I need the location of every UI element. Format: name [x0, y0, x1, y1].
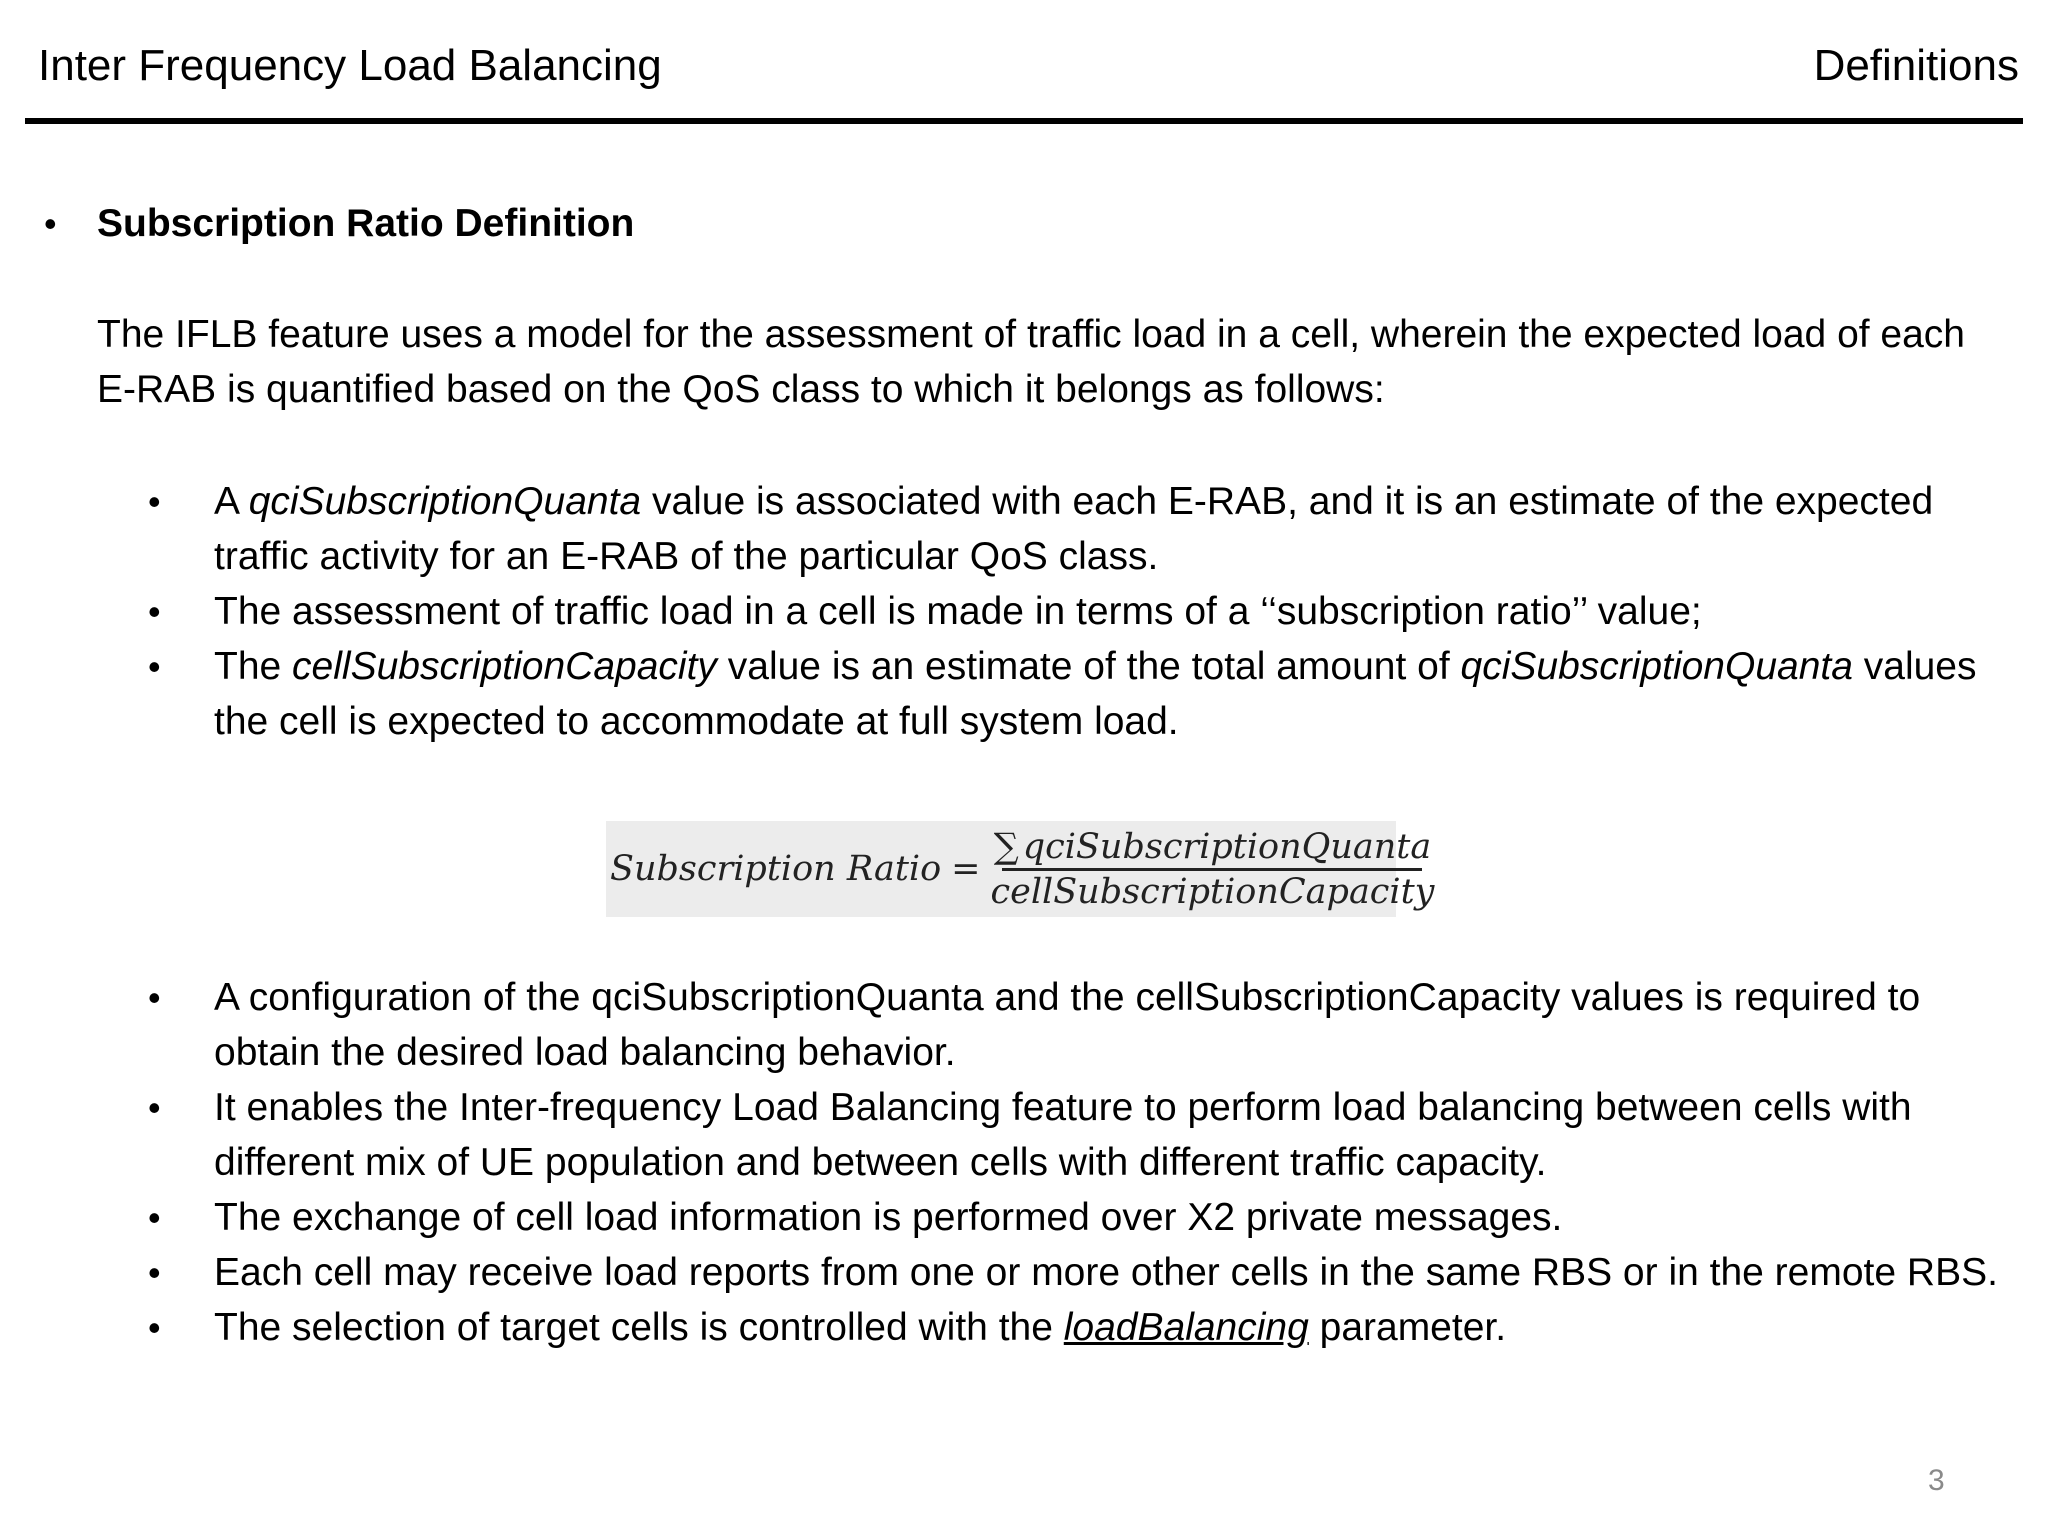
list-item-text: A	[214, 480, 249, 523]
bullet: •	[148, 591, 161, 632]
list-item-text: A configuration of the qciSubscriptionQuanta and the cellSubscriptionCapacity values is required to obtain the desired load balancing behavior.	[214, 976, 1921, 1074]
bullet: •	[148, 1087, 161, 1128]
list-item	[140, 1300, 2020, 1355]
list-item-text: values the cell is expected to accommodate at full system load.	[214, 645, 1977, 743]
section-heading: Subscription Ratio Definition	[97, 202, 635, 245]
section-label: Definitions	[1813, 41, 2019, 90]
bullet: •	[148, 1307, 161, 1348]
header-divider	[25, 118, 2023, 124]
formula-fraction	[991, 826, 1435, 913]
bullet: •	[148, 1197, 161, 1238]
list-item	[140, 970, 2020, 1080]
list-item-text: parameter.	[1308, 1306, 1507, 1349]
list-item-text: value is associated with each E-RAB, and it is an estimate of the expected traffic activity for an E-RAB of the particular QoS class.	[214, 480, 1934, 578]
formula-denominator: cellSubscriptionCapacity	[990, 871, 1435, 912]
list-item	[140, 1190, 2020, 1245]
definition-list	[140, 474, 2020, 749]
bullet: •	[148, 1252, 161, 1293]
list-item	[140, 474, 2020, 584]
slide-title: Inter Frequency Load Balancing	[38, 41, 662, 90]
list-item-text: The selection of target cells is controlled with the	[214, 1306, 1064, 1349]
list-item	[140, 1245, 2020, 1300]
bullet: •	[148, 977, 161, 1018]
formula-equals: =	[951, 849, 981, 889]
load-balancing-parameter-link[interactable]: loadBalancing	[1063, 1306, 1309, 1349]
term-qci-subscription-quanta: qciSubscriptionQuanta	[248, 480, 642, 523]
formula-numerator	[994, 826, 1431, 868]
list-item-text: The exchange of cell load information is performed over X2 private messages.	[214, 1196, 1563, 1239]
heading-bullet: •	[44, 203, 57, 244]
list-item	[140, 1080, 2020, 1190]
list-item-text: Each cell may receive load reports from one or more other cells in the same RBS or in the remote RBS.	[214, 1251, 1998, 1294]
details-list	[140, 970, 2020, 1355]
list-item	[140, 639, 2020, 749]
list-item-text: The assessment of traffic load in a cell is made in terms of a ‘‘subscription ratio’’ value;	[214, 590, 1702, 633]
sum-symbol: ∑	[993, 826, 1019, 867]
term-cell-subscription-capacity: cellSubscriptionCapacity	[292, 645, 717, 688]
subscription-ratio-formula	[606, 821, 1435, 917]
formula-lhs: Subscription Ratio	[610, 849, 942, 889]
formula-numerator-text: qciSubscriptionQuanta	[1022, 826, 1432, 867]
intro-paragraph: The IFLB feature uses a model for the assessment of traffic load in a cell, wherein the expected load of each E-RAB is quantified based on the QoS class to which it belongs as follows:	[97, 313, 1966, 411]
term-qci-subscription-quanta: qciSubscriptionQuanta	[1460, 645, 1853, 688]
bullet: •	[148, 481, 161, 522]
page-number: 3	[1928, 1464, 1945, 1497]
list-item	[140, 584, 2020, 639]
bullet: •	[148, 646, 161, 687]
list-item-text: It enables the Inter-frequency Load Balancing feature to perform load balancing between cells with different mix of UE population and between cells with different traffic capacity.	[214, 1086, 1912, 1184]
list-item-text: The	[214, 645, 293, 688]
list-item-text: value is an estimate of the total amount of	[716, 645, 1461, 688]
